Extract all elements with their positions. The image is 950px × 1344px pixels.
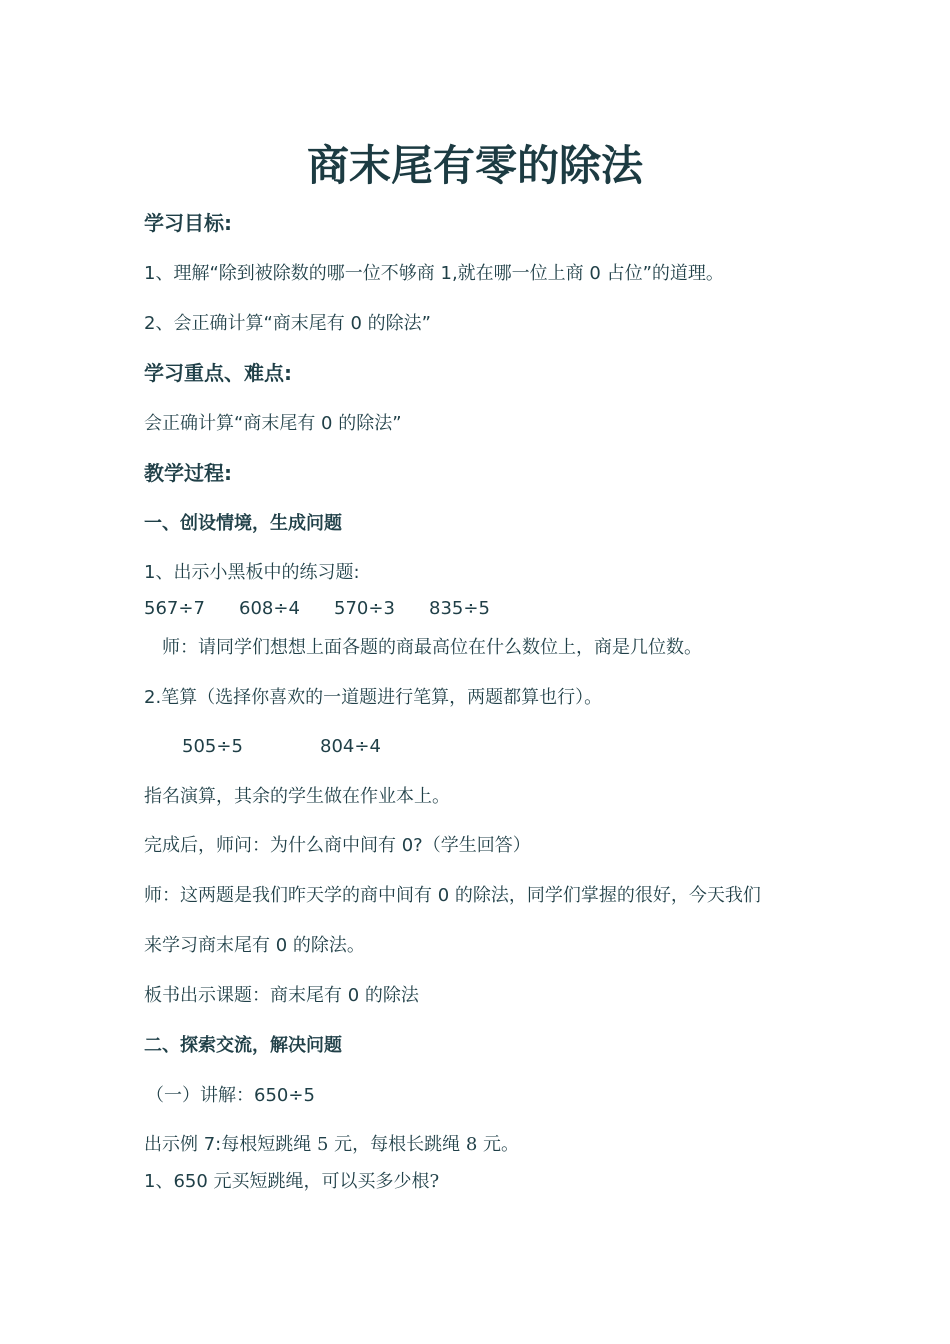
keypoints-text: 会正确计算“商末尾有 0 的除法” xyxy=(144,413,402,434)
board-topic-text: 板书出示课题：商末尾有 0 的除法 xyxy=(144,985,419,1006)
question1-text: 元买短跳绳，可以买多少根? xyxy=(213,1171,440,1192)
step2-text: 2.笔算（选择你喜欢的一道题进行笔算，两题都算也行）。 xyxy=(144,687,603,708)
written-calc-item: 505÷5 xyxy=(182,736,243,757)
objective-item-1: 1、理解“除到被除数的哪一位不够商 1,就在哪一位上商 0 占位”的道理。 xyxy=(144,263,724,284)
exercise-item: 835÷5 xyxy=(429,598,490,619)
process-heading: 教学过程: xyxy=(144,461,232,485)
objective-item-2: 2、会正确计算“商末尾有 0 的除法” xyxy=(144,313,431,334)
demo-text: 指名演算，其余的学生做在作业本上。 xyxy=(144,786,450,807)
example-7-line xyxy=(144,1133,519,1157)
example-text: 每根短跳绳 5 元，每根长跳绳 8 元。 xyxy=(221,1134,520,1155)
step1-text: 1、出示小黑板中的练习题: xyxy=(144,562,360,583)
exercise-item: 567÷7 xyxy=(144,598,205,619)
keypoints-heading: 学习重点、难点: xyxy=(144,361,292,385)
question1-prefix: 1、650 xyxy=(144,1171,214,1192)
teacher-remark-line1: 师：这两题是我们昨天学的商中间有 0 的除法，同学们掌握的很好，今天我们 xyxy=(144,885,761,906)
objectives-heading: 学习目标: xyxy=(144,211,232,235)
sub-section-1: （一）讲解：650÷5 xyxy=(146,1085,315,1106)
exercise-item: 570÷3 xyxy=(334,598,395,619)
example-prefix: 出示例 7: xyxy=(144,1134,222,1155)
after-question-text: 完成后，师问：为什么商中间有 0?（学生回答） xyxy=(144,835,531,856)
teacher-question: 师：请同学们想想上面各题的商最高位在什么数位上，商是几位数。 xyxy=(162,637,702,658)
teacher-remark-line2: 来学习商末尾有 0 的除法。 xyxy=(144,935,365,956)
written-calc-item: 804÷4 xyxy=(320,736,381,757)
exercise-list xyxy=(144,597,490,621)
exercise-item: 608÷4 xyxy=(239,598,300,619)
page-title: 商末尾有零的除法 xyxy=(306,141,643,190)
section2-heading: 二、探索交流，解决问题 xyxy=(144,1035,342,1056)
section1-heading: 一、创设情境，生成问题 xyxy=(144,513,342,534)
question-1-line xyxy=(144,1170,439,1194)
written-calc-list xyxy=(182,735,381,759)
